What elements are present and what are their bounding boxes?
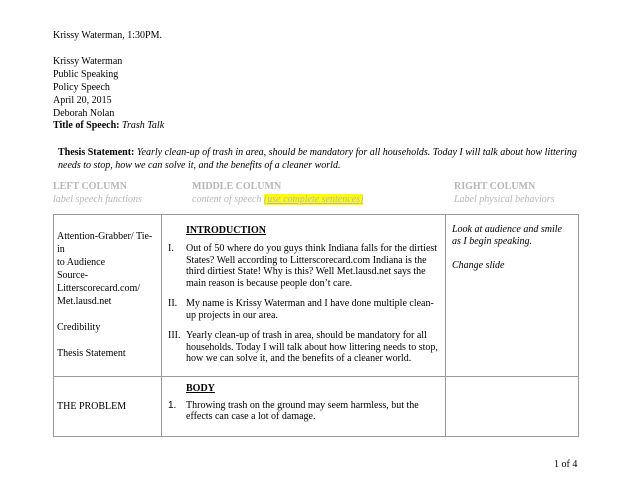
left-cell	[54, 376, 162, 436]
middle-column-title: MIDDLE COLUMN	[192, 181, 282, 192]
speech-outline-table	[53, 214, 579, 437]
left-column-heading	[53, 180, 142, 206]
left-column-title: LEFT COLUMN	[53, 181, 127, 192]
middle-column-sub	[192, 193, 363, 206]
table-row	[54, 376, 579, 436]
speech-title	[53, 119, 164, 132]
middle-column-heading	[192, 180, 363, 206]
left-column-sub: label speech functions	[53, 194, 142, 205]
left-label: Source-	[57, 270, 89, 282]
left-label: to Audience	[57, 257, 106, 269]
author-name: Krissy Waterman	[53, 56, 123, 67]
left-label: THE PROBLEM	[57, 400, 127, 412]
title-label: Title of Speech:	[53, 120, 120, 131]
list-item: II. My name is Krissy Waterman and I have done multiple clean-up projects in our area.	[168, 298, 434, 321]
body-points	[162, 400, 439, 423]
date: April 20, 2015	[53, 95, 112, 106]
course-name: Public Speaking	[53, 69, 119, 80]
list-item: I. Out of 50 where do you guys think Indiana falls for the dirtiest States? Well according to Litterscorecard.com Indiana is the third dirtiest State! Why is this? Well Met.lausd.net says the main reason is because people don’t care.	[168, 243, 438, 289]
page-number: 1 of 4	[554, 459, 578, 470]
middle-column-sub-a: content of speech	[192, 194, 262, 205]
right-column-title: RIGHT COLUMN	[454, 181, 536, 192]
right-cell	[446, 215, 579, 377]
body-heading: BODY	[186, 382, 215, 394]
list-item: 1. Throwing trash on the ground may seem harmless, but the effects can case a lot of damage.	[168, 399, 419, 422]
right-column-sub: Label physical behaviors	[454, 194, 555, 205]
header-line: Krissy Waterman, 1:30PM.	[53, 30, 163, 41]
left-label: Met.lausd.net	[57, 296, 112, 308]
thesis-block	[58, 146, 577, 172]
thesis-label: Thesis Statement:	[58, 147, 135, 158]
instructor: Deborah Nolan	[53, 108, 115, 119]
right-column-heading	[454, 180, 555, 206]
thesis-line-2: needs to stop, how we can solve it, and the benefits of a cleaner world.	[58, 160, 341, 171]
right-note: Change slide	[452, 260, 505, 271]
list-item: III. Yearly clean-up of trash in area, should be mandatory for all households. Today I will talk about how littering needs to stop, how we can solve it, and the benefits of a cleaner world.	[168, 330, 438, 364]
middle-cell	[162, 215, 446, 377]
info-block	[53, 55, 122, 120]
right-note: Look at audience and smile as I begin speaking.	[452, 224, 562, 247]
introduction-heading: INTRODUCTION	[186, 225, 267, 236]
thesis-line-1: Yearly clean-up of trash in area, should be mandatory for all households. Today I will talk about how littering	[136, 147, 577, 158]
middle-column-sub-b: (use complete sentences)	[263, 194, 364, 205]
intro-points	[162, 243, 439, 365]
left-label: Thesis Statement	[57, 348, 126, 360]
left-label: Litterscorecard.com/	[57, 283, 141, 295]
speech-type: Policy Speech	[53, 82, 110, 93]
left-label: Attention-Grabber/ Tie-in	[57, 231, 153, 256]
left-label: Credibility	[57, 322, 101, 334]
left-cell	[54, 215, 162, 377]
right-cell	[446, 376, 579, 436]
middle-cell	[162, 376, 446, 436]
table-row	[54, 215, 579, 377]
title-value: Trash Talk	[121, 120, 165, 131]
